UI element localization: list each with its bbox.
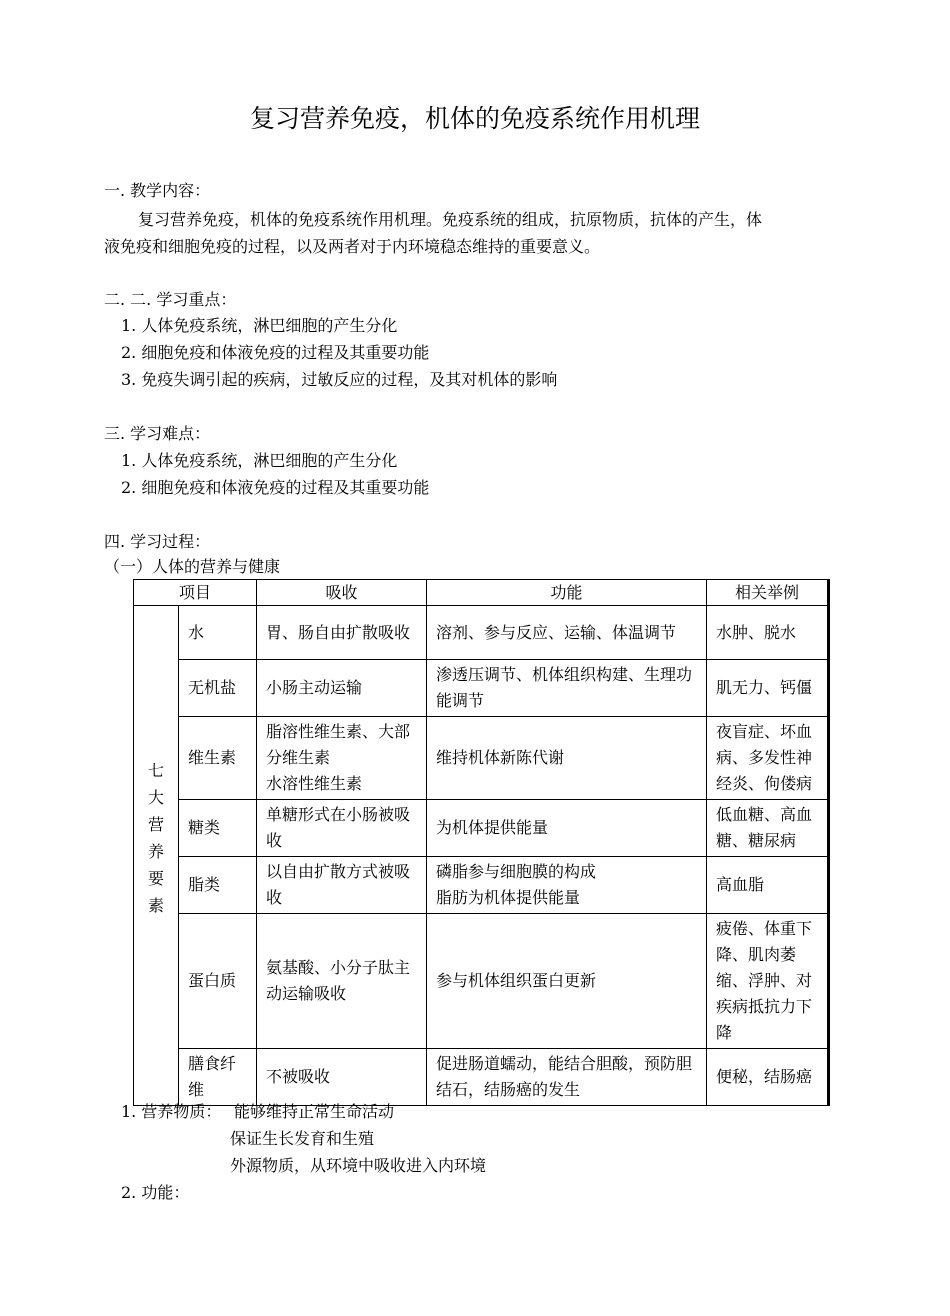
section3-item-2: 2. 细胞免疫和体液免疫的过程及其重要功能 bbox=[121, 478, 430, 497]
cell-item: 水 bbox=[179, 606, 257, 660]
table-header-row bbox=[134, 580, 829, 606]
table-row bbox=[134, 606, 829, 660]
table-row bbox=[134, 857, 829, 914]
cell-example: 水肿、脱水 bbox=[707, 606, 829, 660]
cell-item: 维生素 bbox=[179, 717, 257, 800]
cell-absorb: 氨基酸、小分子肽主动运输吸收 bbox=[257, 914, 427, 1049]
table-row bbox=[134, 660, 829, 717]
note1-label: 1. 营养物质： bbox=[121, 1102, 222, 1121]
group-label-text: 七 大 营 养 要 素 bbox=[147, 761, 164, 915]
header-function: 功能 bbox=[427, 580, 707, 606]
table-row bbox=[134, 914, 829, 1049]
cell-absorb: 单糖形式在小肠被吸收 bbox=[257, 800, 427, 857]
cell-example: 疲倦、体重下降、肌肉萎缩、浮肿、对疾病抵抗力下降 bbox=[707, 914, 829, 1049]
note1-line3: 外源物质，从环境中吸收进入内环境 bbox=[230, 1156, 487, 1175]
section1-body bbox=[104, 206, 849, 260]
header-absorb: 吸收 bbox=[257, 580, 427, 606]
cell-function: 渗透压调节、机体组织构建、生理功能调节 bbox=[427, 660, 707, 717]
cell-function: 为机体提供能量 bbox=[427, 800, 707, 857]
group-label bbox=[134, 606, 179, 1106]
cell-function: 磷脂参与细胞膜的构成 脂肪为机体提供能量 bbox=[427, 857, 707, 914]
section1-body-line2: 液免疫和细胞免疫的过程，以及两者对于内环境稳态维持的重要意义。 bbox=[104, 237, 601, 256]
cell-function: 促进肠道蠕动，能结合胆酸，预防胆结石，结肠癌的发生 bbox=[427, 1049, 707, 1106]
cell-item: 糖类 bbox=[179, 800, 257, 857]
table-row bbox=[134, 800, 829, 857]
section2-item-1: 1. 人体免疫系统，淋巴细胞的产生分化 bbox=[121, 316, 398, 335]
section2-item-3: 3. 免疫失调引起的疾病，过敏反应的过程，及其对机体的影响 bbox=[121, 370, 558, 389]
cell-absorb: 胃、肠自由扩散吸收 bbox=[257, 606, 427, 660]
cell-function: 参与机体组织蛋白更新 bbox=[427, 914, 707, 1049]
section1-body-line1: 复习营养免疫，机体的免疫系统作用机理。免疫系统的组成，抗原物质，抗体的产生，体 bbox=[138, 210, 763, 229]
cell-absorb: 以自由扩散方式被吸收 bbox=[257, 857, 427, 914]
note1-line1: 能够维持正常生命活动 bbox=[234, 1102, 395, 1121]
section2-heading: 二. 二. 学习重点： bbox=[104, 290, 237, 309]
cell-function: 维持机体新陈代谢 bbox=[427, 717, 707, 800]
header-example: 相关举例 bbox=[707, 580, 829, 606]
cell-function: 溶剂、参与反应、运输、体温调节 bbox=[427, 606, 707, 660]
cell-item: 蛋白质 bbox=[179, 914, 257, 1049]
cell-example: 肌无力、钙僵 bbox=[707, 660, 829, 717]
section3-heading: 三. 学习难点： bbox=[104, 424, 211, 443]
section1-heading: 一. 教学内容： bbox=[104, 181, 211, 200]
table-row bbox=[134, 717, 829, 800]
cell-example: 高血脂 bbox=[707, 857, 829, 914]
section4-heading: 四. 学习过程： bbox=[104, 532, 211, 551]
section2-item-2: 2. 细胞免疫和体液免疫的过程及其重要功能 bbox=[121, 343, 430, 362]
cell-absorb: 脂溶性维生素、大部分维生素 水溶性维生素 bbox=[257, 717, 427, 800]
section3-item-1: 1. 人体免疫系统，淋巴细胞的产生分化 bbox=[121, 451, 398, 470]
cell-absorb: 小肠主动运输 bbox=[257, 660, 427, 717]
cell-example: 便秘，结肠癌 bbox=[707, 1049, 829, 1106]
note2-label: 2. 功能： bbox=[121, 1183, 190, 1202]
nutrition-table bbox=[133, 579, 830, 1106]
table-row bbox=[134, 1049, 829, 1106]
cell-example: 低血糖、高血糖、糖尿病 bbox=[707, 800, 829, 857]
cell-item: 脂类 bbox=[179, 857, 257, 914]
cell-item: 膳食纤维 bbox=[179, 1049, 257, 1106]
cell-absorb: 不被吸收 bbox=[257, 1049, 427, 1106]
cell-example: 夜盲症、坏血病、多发性神经炎、佝偻病 bbox=[707, 717, 829, 800]
note1-line2: 保证生长发育和生殖 bbox=[230, 1129, 375, 1148]
section4-subheading: （一）人体的营养与健康 bbox=[104, 557, 281, 576]
header-item: 项目 bbox=[134, 580, 257, 606]
cell-item: 无机盐 bbox=[179, 660, 257, 717]
page-title: 复习营养免疫，机体的免疫系统作用机理 bbox=[249, 104, 700, 133]
